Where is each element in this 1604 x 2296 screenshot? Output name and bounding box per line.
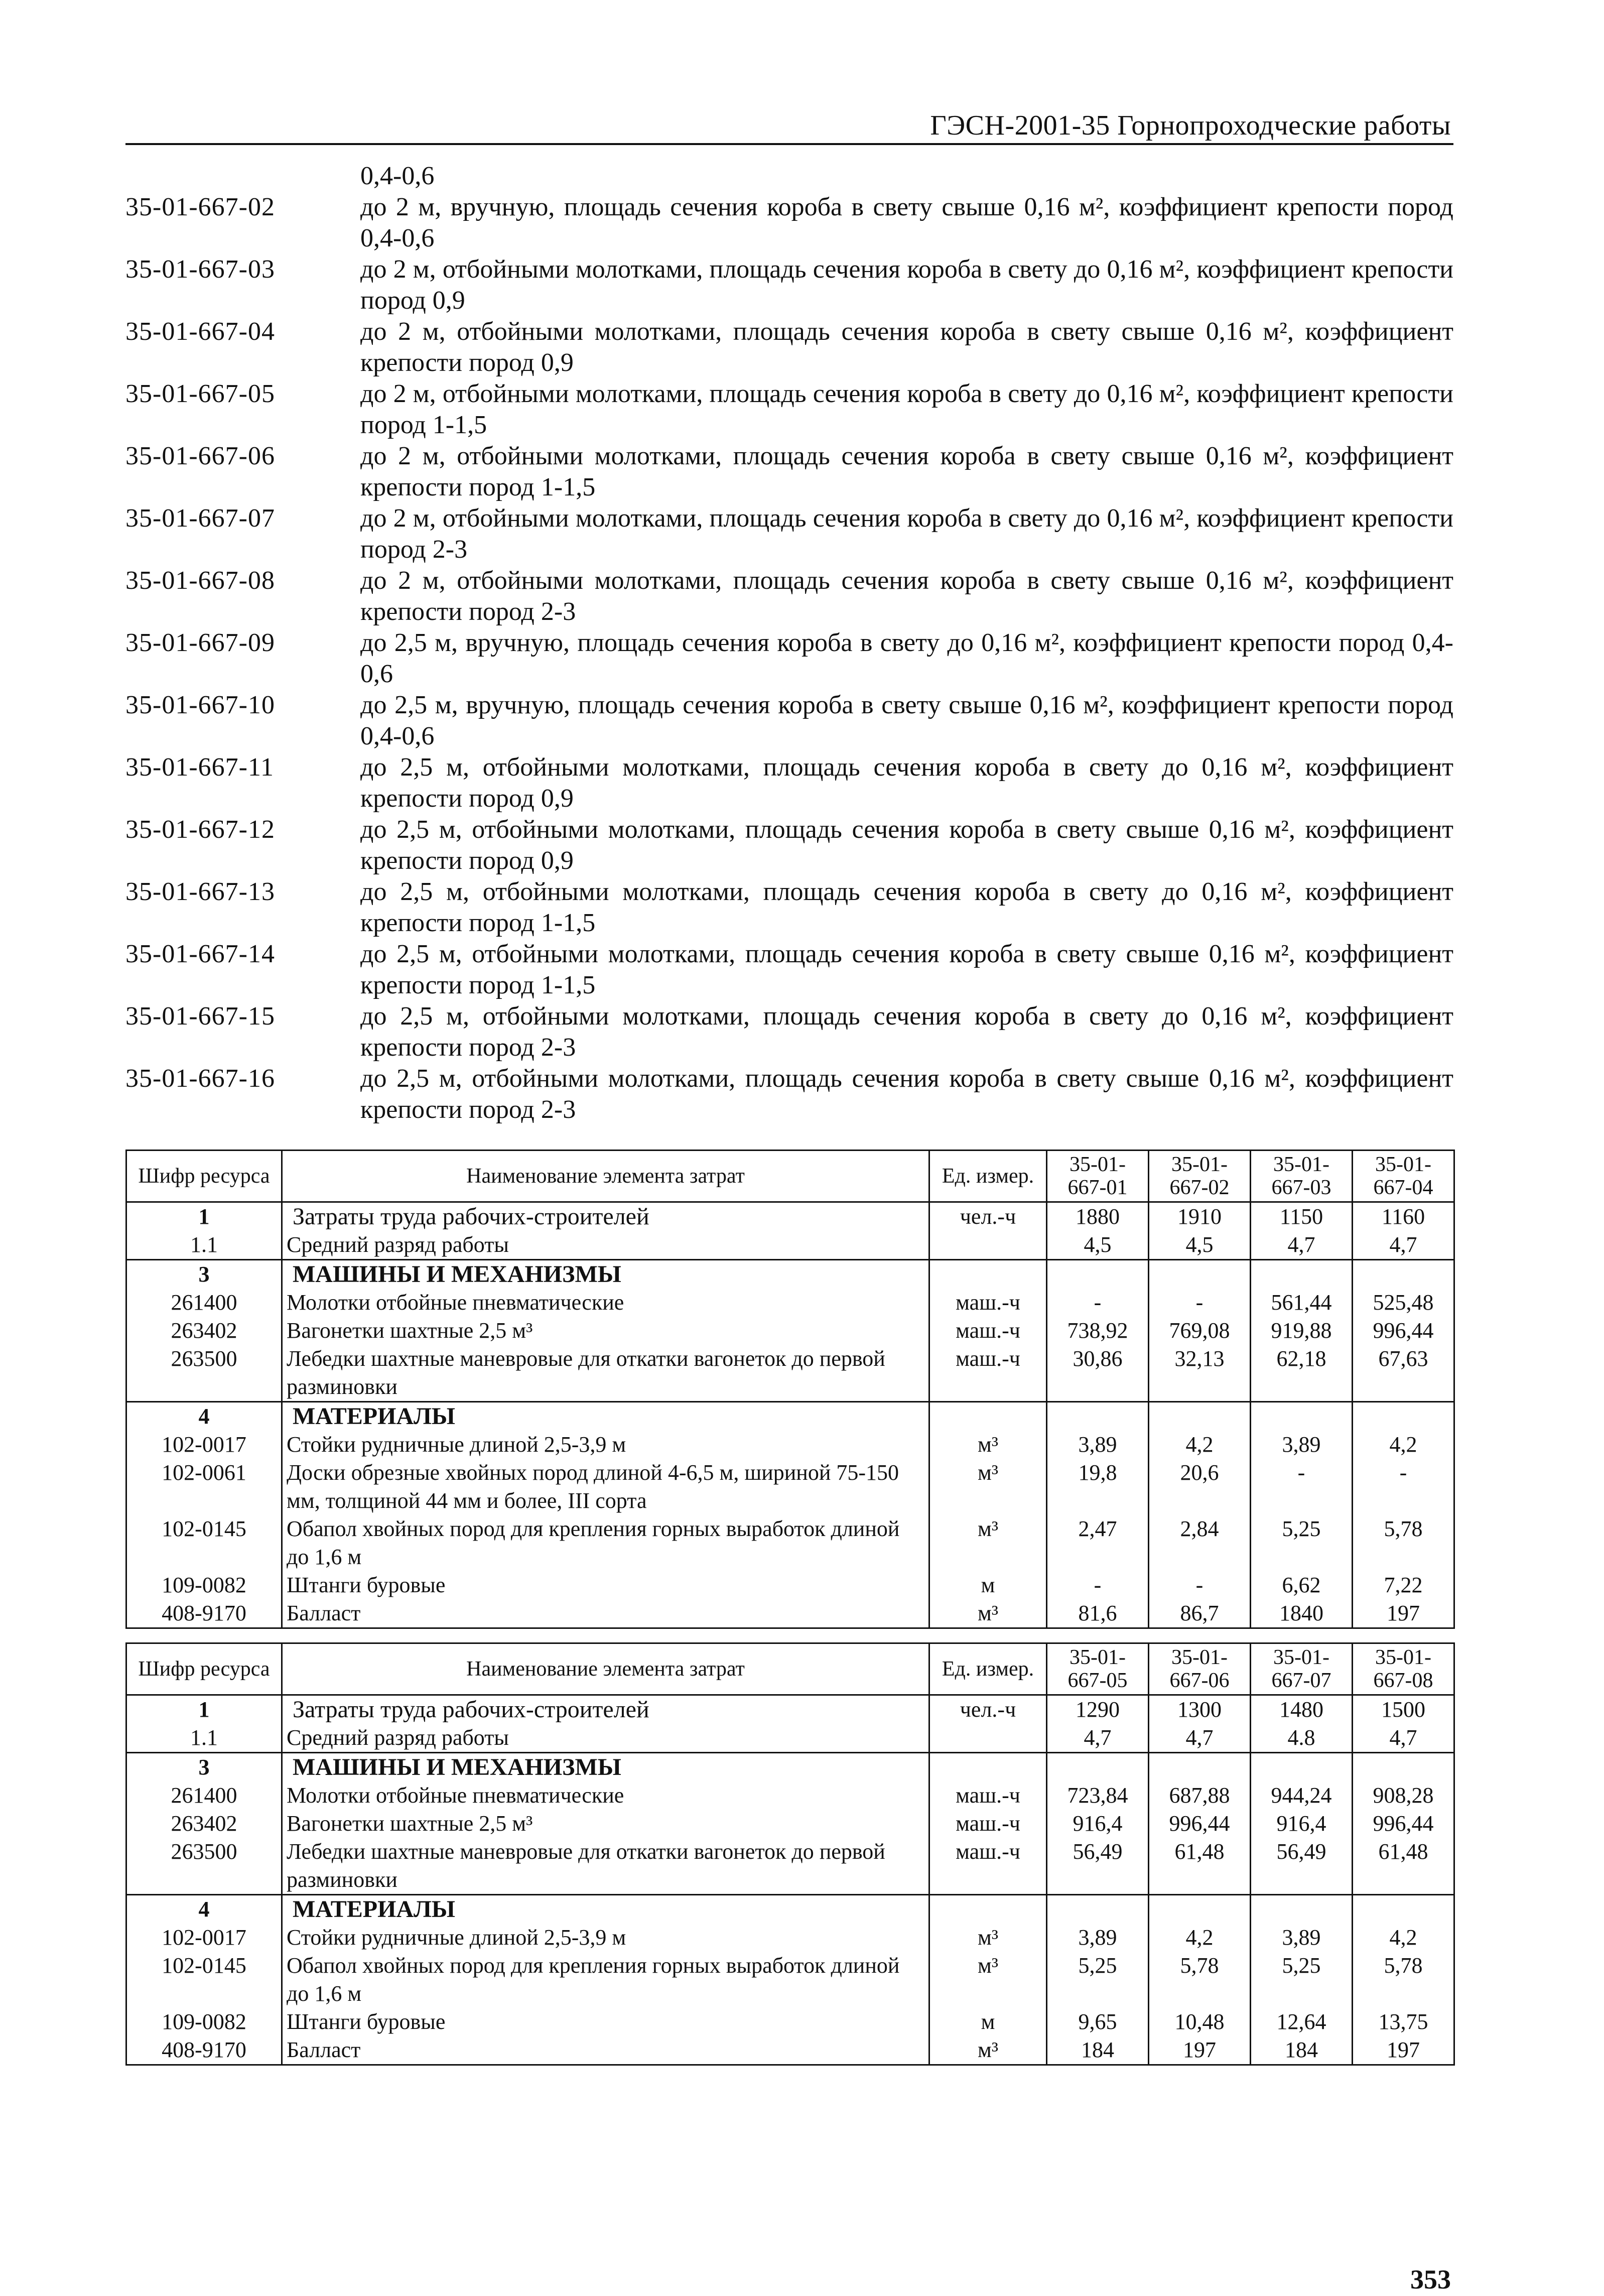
value-cell: 1290 — [1047, 1695, 1149, 1724]
table-row — [126, 1202, 1454, 1231]
value-cell: 1910 — [1149, 1202, 1251, 1231]
value-cell: 944,24 — [1251, 1781, 1353, 1810]
table-row — [126, 1571, 1454, 1599]
value-cell: 61,48 — [1149, 1838, 1251, 1895]
norm-item-description: до 2,5 м, отбойными молотками, площадь сечения короба в свету до 0,16 м², коэффициент крепости пород 1-1,5 — [360, 877, 1453, 937]
value-cell — [1353, 1260, 1454, 1289]
table-row — [126, 1924, 1454, 1952]
value-cell: 6,62 — [1251, 1571, 1353, 1599]
section-title-cell: МАШИНЫ И МЕХАНИЗМЫ — [282, 1260, 929, 1289]
unit-cell: м³ — [929, 1515, 1047, 1571]
value-cell: 86,7 — [1149, 1599, 1251, 1628]
resource-name-cell: Штанги буровые — [282, 2008, 929, 2036]
table-header-row — [126, 1643, 1454, 1695]
norm-item-code: 35-01-667-08 — [125, 566, 275, 595]
value-cell: 56,49 — [1251, 1838, 1353, 1895]
table-row — [126, 1599, 1454, 1628]
value-cell: - — [1149, 1289, 1251, 1317]
table-row — [126, 1402, 1454, 1431]
resource-table-2 — [125, 1642, 1455, 2066]
col-header-norm: 35-01- 667-03 — [1251, 1151, 1353, 1202]
norm-item-row — [125, 316, 1453, 378]
unit-cell: м³ — [929, 1431, 1047, 1459]
col-header-norm: 35-01- 667-01 — [1047, 1151, 1149, 1202]
unit-cell: м — [929, 1571, 1047, 1599]
norm-item-code: 35-01-667-03 — [125, 255, 275, 284]
norm-item-code: 35-01-667-15 — [125, 1002, 275, 1031]
norm-item-row — [125, 254, 1453, 316]
norm-item-description: до 2,5 м, отбойными молотками, площадь сечения короба в свету свыше 0,16 м², коэффициент крепости пород 0,9 — [360, 815, 1453, 875]
value-cell: 908,28 — [1353, 1781, 1454, 1810]
resource-code-cell: 109-0082 — [126, 1571, 282, 1599]
value-cell: 4,5 — [1047, 1231, 1149, 1260]
value-cell — [1047, 1753, 1149, 1782]
table-row — [126, 1345, 1454, 1402]
value-cell: 5,25 — [1251, 1515, 1353, 1571]
norm-item-row — [125, 627, 1453, 690]
resource-code-cell: 1 — [126, 1202, 282, 1231]
resource-name-cell: Штанги буровые — [282, 1571, 929, 1599]
norm-item-code: 35-01-667-06 — [125, 442, 275, 470]
value-cell — [1047, 1260, 1149, 1289]
resource-name-cell: Балласт — [282, 1599, 929, 1628]
value-cell: - — [1251, 1459, 1353, 1515]
resource-code-cell: 109-0082 — [126, 2008, 282, 2036]
norm-item-description: до 2 м, отбойными молотками, площадь сечения короба в свету свыше 0,16 м², коэффициент крепости пород 0,9 — [360, 317, 1453, 377]
resource-code-cell: 102-0061 — [126, 1459, 282, 1515]
value-cell: 916,4 — [1047, 1810, 1149, 1838]
norm-item-row — [125, 1063, 1453, 1125]
value-cell: 1480 — [1251, 1695, 1353, 1724]
norm-item-code: 35-01-667-04 — [125, 317, 275, 346]
value-cell: 197 — [1149, 2036, 1251, 2065]
norm-item-code: 35-01-667-16 — [125, 1064, 275, 1093]
unit-cell: маш.-ч — [929, 1317, 1047, 1345]
value-cell: 4,2 — [1353, 1431, 1454, 1459]
table-row — [126, 1724, 1454, 1753]
value-cell — [1251, 1895, 1353, 1924]
value-cell: 4,7 — [1149, 1724, 1251, 1753]
norm-item-row — [125, 876, 1453, 939]
resource-code-cell: 263500 — [126, 1345, 282, 1402]
value-cell: 919,88 — [1251, 1317, 1353, 1345]
norm-item-description: до 2 м, отбойными молотками, площадь сечения короба в свету до 0,16 м², коэффициент крепости пород 1-1,5 — [360, 379, 1453, 439]
value-cell: 30,86 — [1047, 1345, 1149, 1402]
unit-cell: маш.-ч — [929, 1289, 1047, 1317]
value-cell: 5,78 — [1353, 1515, 1454, 1571]
norm-item-row — [125, 690, 1453, 752]
resource-name-cell: Лебедки шахтные маневровые для откатки вагонеток до первой разминовки — [282, 1345, 929, 1402]
value-cell: 996,44 — [1353, 1317, 1454, 1345]
resource-code-cell: 408-9170 — [126, 2036, 282, 2065]
norm-item-code: 35-01-667-02 — [125, 193, 275, 221]
value-cell: 4.8 — [1251, 1724, 1353, 1753]
norm-item-description: до 2,5 м, отбойными молотками, площадь сечения короба в свету свыше 0,16 м², коэффициент крепости пород 2-3 — [360, 1064, 1453, 1124]
resource-name-cell: Балласт — [282, 2036, 929, 2065]
value-cell — [1149, 1402, 1251, 1431]
norm-item-code: 35-01-667-11 — [125, 753, 275, 782]
table-row — [126, 1895, 1454, 1924]
unit-cell: м³ — [929, 1924, 1047, 1952]
value-cell: 81,6 — [1047, 1599, 1149, 1628]
unit-cell — [929, 1402, 1047, 1431]
norm-item-row — [125, 441, 1453, 503]
table-header-row — [126, 1151, 1454, 1202]
unit-cell: чел.-ч — [929, 1695, 1047, 1724]
value-cell: 184 — [1047, 2036, 1149, 2065]
col-header-name: Наименование элемента затрат — [282, 1643, 929, 1695]
value-cell — [1251, 1260, 1353, 1289]
value-cell — [1047, 1402, 1149, 1431]
value-cell: 769,08 — [1149, 1317, 1251, 1345]
value-cell: 56,49 — [1047, 1838, 1149, 1895]
value-cell: 3,89 — [1047, 1431, 1149, 1459]
value-cell: - — [1353, 1459, 1454, 1515]
resource-name-cell: Доски обрезные хвойных пород длиной 4-6,5 м, шириной 75-150 мм, толщиной 44 мм и более, III сорта — [282, 1459, 929, 1515]
table-row — [126, 1231, 1454, 1260]
resource-code-cell: 102-0145 — [126, 1515, 282, 1571]
col-header-name: Наименование элемента затрат — [282, 1151, 929, 1202]
norm-item-code: 35-01-667-07 — [125, 504, 275, 533]
value-cell: 4,2 — [1149, 1924, 1251, 1952]
section-title-cell: МАТЕРИАЛЫ — [282, 1895, 929, 1924]
section-title-cell: МАШИНЫ И МЕХАНИЗМЫ — [282, 1753, 929, 1782]
norm-item-description: до 2 м, отбойными молотками, площадь сечения короба в свету до 0,16 м², коэффициент крепости пород 2-3 — [360, 504, 1453, 564]
norm-item-description: до 2,5 м, вручную, площадь сечения короба в свету до 0,16 м², коэффициент крепости пород 0,4-0,6 — [360, 628, 1453, 688]
resource-name-cell: Молотки отбойные пневматические — [282, 1781, 929, 1810]
resource-name-cell: Вагонетки шахтные 2,5 м³ — [282, 1810, 929, 1838]
value-cell: 62,18 — [1251, 1345, 1353, 1402]
resource-code-cell: 3 — [126, 1753, 282, 1782]
value-cell: 1160 — [1353, 1202, 1454, 1231]
resource-code-cell: 261400 — [126, 1781, 282, 1810]
resource-name-cell: Лебедки шахтные маневровые для откатки вагонеток до первой разминовки — [282, 1838, 929, 1895]
resource-code-cell: 102-0017 — [126, 1431, 282, 1459]
resource-code-cell: 4 — [126, 1402, 282, 1431]
value-cell: - — [1149, 1571, 1251, 1599]
norm-item-description: до 2 м, отбойными молотками, площадь сечения короба в свету до 0,16 м², коэффициент крепости пород 0,9 — [360, 255, 1453, 315]
unit-cell: маш.-ч — [929, 1838, 1047, 1895]
table-row — [126, 1260, 1454, 1289]
value-cell: - — [1047, 1289, 1149, 1317]
table-row — [126, 2036, 1454, 2065]
resource-name-cell: Молотки отбойные пневматические — [282, 1289, 929, 1317]
value-cell: 5,25 — [1251, 1952, 1353, 2008]
resource-name-cell: Средний разряд работы — [282, 1724, 929, 1753]
col-header-norm: 35-01- 667-02 — [1149, 1151, 1251, 1202]
value-cell — [1149, 1895, 1251, 1924]
norm-item-description: до 2,5 м, вручную, площадь сечения короба в свету свыше 0,16 м², коэффициент крепости пород 0,4-0,6 — [360, 691, 1453, 750]
unit-cell: маш.-ч — [929, 1345, 1047, 1402]
norm-item-row — [125, 161, 1453, 192]
norm-item-row — [125, 752, 1453, 814]
col-header-unit: Ед. измер. — [929, 1643, 1047, 1695]
resource-code-cell: 261400 — [126, 1289, 282, 1317]
resource-name-cell: Обапол хвойных пород для крепления горных выработок длиной до 1,6 м — [282, 1515, 929, 1571]
unit-cell: м³ — [929, 2036, 1047, 2065]
value-cell: 4,7 — [1251, 1231, 1353, 1260]
page-number: 353 — [1410, 2264, 1451, 2294]
value-cell: 32,13 — [1149, 1345, 1251, 1402]
value-cell: 3,89 — [1047, 1924, 1149, 1952]
value-cell: 1150 — [1251, 1202, 1353, 1231]
norm-item-code: 35-01-667-09 — [125, 628, 275, 657]
col-header-norm: 35-01- 667-05 — [1047, 1643, 1149, 1695]
value-cell: 4,7 — [1047, 1724, 1149, 1753]
col-header-unit: Ед. измер. — [929, 1151, 1047, 1202]
col-header-code: Шифр ресурса — [126, 1151, 282, 1202]
value-cell: 19,8 — [1047, 1459, 1149, 1515]
norm-item-description: 0,4-0,6 — [360, 162, 435, 190]
value-cell: 996,44 — [1149, 1810, 1251, 1838]
value-cell — [1353, 1895, 1454, 1924]
value-cell: 7,22 — [1353, 1571, 1454, 1599]
resource-code-cell: 408-9170 — [126, 1599, 282, 1628]
value-cell: 197 — [1353, 2036, 1454, 2065]
value-cell: 687,88 — [1149, 1781, 1251, 1810]
value-cell: 996,44 — [1353, 1810, 1454, 1838]
value-cell: 1300 — [1149, 1695, 1251, 1724]
norm-item-list — [125, 161, 1453, 1125]
resource-name-cell: Затраты труда рабочих-строителей — [282, 1202, 929, 1231]
norm-item-description: до 2,5 м, отбойными молотками, площадь сечения короба в свету до 0,16 м², коэффициент крепости пород 2-3 — [360, 1002, 1453, 1062]
resource-code-cell: 3 — [126, 1260, 282, 1289]
value-cell: 20,6 — [1149, 1459, 1251, 1515]
resource-code-cell: 4 — [126, 1895, 282, 1924]
value-cell: 13,75 — [1353, 2008, 1454, 2036]
value-cell: 1840 — [1251, 1599, 1353, 1628]
value-cell: 4,5 — [1149, 1231, 1251, 1260]
norm-item-description: до 2 м, вручную, площадь сечения короба в свету свыше 0,16 м², коэффициент крепости пород 0,4-0,6 — [360, 193, 1453, 252]
value-cell: 5,25 — [1047, 1952, 1149, 2008]
table-row — [126, 1838, 1454, 1895]
value-cell: 525,48 — [1353, 1289, 1454, 1317]
value-cell: 1880 — [1047, 1202, 1149, 1231]
resource-name-cell: Вагонетки шахтные 2,5 м³ — [282, 1317, 929, 1345]
value-cell: 3,89 — [1251, 1431, 1353, 1459]
value-cell: 67,63 — [1353, 1345, 1454, 1402]
unit-cell — [929, 1895, 1047, 1924]
unit-cell: м³ — [929, 1952, 1047, 2008]
value-cell: 5,78 — [1149, 1952, 1251, 2008]
value-cell: 4,2 — [1353, 1924, 1454, 1952]
norm-item-row — [125, 378, 1453, 441]
norm-item-row — [125, 814, 1453, 876]
value-cell: 9,65 — [1047, 2008, 1149, 2036]
resource-code-cell: 263500 — [126, 1838, 282, 1895]
value-cell: 4,7 — [1353, 1724, 1454, 1753]
norm-item-row — [125, 1001, 1453, 1063]
value-cell: 4,7 — [1353, 1231, 1454, 1260]
unit-cell: маш.-ч — [929, 1781, 1047, 1810]
value-cell: 10,48 — [1149, 2008, 1251, 2036]
unit-cell — [929, 1260, 1047, 1289]
col-header-norm: 35-01- 667-07 — [1251, 1643, 1353, 1695]
section-title-cell: МАТЕРИАЛЫ — [282, 1402, 929, 1431]
col-header-code: Шифр ресурса — [126, 1643, 282, 1695]
norm-item-description: до 2,5 м, отбойными молотками, площадь сечения короба в свету свыше 0,16 м², коэффициент крепости пород 1-1,5 — [360, 940, 1453, 999]
norm-item-row — [125, 565, 1453, 627]
unit-cell: м³ — [929, 1459, 1047, 1515]
col-header-norm: 35-01- 667-08 — [1353, 1643, 1454, 1695]
norm-item-row — [125, 192, 1453, 254]
value-cell — [1149, 1260, 1251, 1289]
resource-code-cell: 1.1 — [126, 1724, 282, 1753]
resource-code-cell: 263402 — [126, 1317, 282, 1345]
table-row — [126, 1431, 1454, 1459]
norm-item-code — [125, 161, 360, 192]
norm-item-code: 35-01-667-12 — [125, 815, 275, 844]
value-cell — [1353, 1402, 1454, 1431]
value-cell: 916,4 — [1251, 1810, 1353, 1838]
value-cell: 2,47 — [1047, 1515, 1149, 1571]
norm-item-description: до 2 м, отбойными молотками, площадь сечения короба в свету свыше 0,16 м², коэффициент крепости пород 2-3 — [360, 566, 1453, 626]
value-cell — [1353, 1753, 1454, 1782]
norm-item-row — [125, 939, 1453, 1001]
table-row — [126, 1459, 1454, 1515]
value-cell: 12,64 — [1251, 2008, 1353, 2036]
resource-code-cell: 1.1 — [126, 1231, 282, 1260]
value-cell: 197 — [1353, 1599, 1454, 1628]
table-row — [126, 2008, 1454, 2036]
table-row — [126, 1695, 1454, 1724]
table-row — [126, 1781, 1454, 1810]
unit-cell — [929, 1753, 1047, 1782]
table-row — [126, 1753, 1454, 1782]
value-cell: 2,84 — [1149, 1515, 1251, 1571]
header-divider — [125, 143, 1453, 145]
norm-item-description: до 2 м, отбойными молотками, площадь сечения короба в свету свыше 0,16 м², коэффициент крепости пород 1-1,5 — [360, 442, 1453, 501]
unit-cell: м³ — [929, 1599, 1047, 1628]
norm-item-code: 35-01-667-10 — [125, 691, 275, 719]
resource-code-cell: 102-0145 — [126, 1952, 282, 2008]
page-header-title: ГЭСН-2001-35 Горнопроходческие работы — [930, 110, 1451, 141]
value-cell: - — [1047, 1571, 1149, 1599]
unit-cell: м — [929, 2008, 1047, 2036]
unit-cell: маш.-ч — [929, 1810, 1047, 1838]
value-cell: 1500 — [1353, 1695, 1454, 1724]
resource-code-cell: 102-0017 — [126, 1924, 282, 1952]
value-cell: 561,44 — [1251, 1289, 1353, 1317]
value-cell — [1149, 1753, 1251, 1782]
unit-cell: чел.-ч — [929, 1202, 1047, 1231]
resource-code-cell: 1 — [126, 1695, 282, 1724]
unit-cell — [929, 1724, 1047, 1753]
norm-item-row — [125, 503, 1453, 565]
value-cell — [1251, 1402, 1353, 1431]
norm-item-description: до 2,5 м, отбойными молотками, площадь сечения короба в свету до 0,16 м², коэффициент крепости пород 0,9 — [360, 753, 1453, 813]
resource-code-cell: 263402 — [126, 1810, 282, 1838]
table-row — [126, 1515, 1454, 1571]
unit-cell — [929, 1231, 1047, 1260]
resource-name-cell: Стойки рудничные длиной 2,5-3,9 м — [282, 1924, 929, 1952]
resource-name-cell: Затраты труда рабочих-строителей — [282, 1695, 929, 1724]
value-cell: 4,2 — [1149, 1431, 1251, 1459]
table-row — [126, 1810, 1454, 1838]
value-cell: 61,48 — [1353, 1838, 1454, 1895]
resource-name-cell: Обапол хвойных пород для крепления горных выработок длиной до 1,6 м — [282, 1952, 929, 2008]
value-cell: 723,84 — [1047, 1781, 1149, 1810]
norm-item-code: 35-01-667-14 — [125, 940, 275, 968]
value-cell: 5,78 — [1353, 1952, 1454, 2008]
norm-item-code: 35-01-667-05 — [125, 379, 275, 408]
norm-item-code: 35-01-667-13 — [125, 877, 275, 906]
resource-name-cell: Средний разряд работы — [282, 1231, 929, 1260]
value-cell: 184 — [1251, 2036, 1353, 2065]
resource-name-cell: Стойки рудничные длиной 2,5-3,9 м — [282, 1431, 929, 1459]
col-header-norm: 35-01- 667-06 — [1149, 1643, 1251, 1695]
table-row — [126, 1317, 1454, 1345]
resource-table-1 — [125, 1150, 1455, 1629]
value-cell: 738,92 — [1047, 1317, 1149, 1345]
col-header-norm: 35-01- 667-04 — [1353, 1151, 1454, 1202]
table-row — [126, 1952, 1454, 2008]
value-cell — [1251, 1753, 1353, 1782]
table-row — [126, 1289, 1454, 1317]
value-cell — [1047, 1895, 1149, 1924]
value-cell: 3,89 — [1251, 1924, 1353, 1952]
